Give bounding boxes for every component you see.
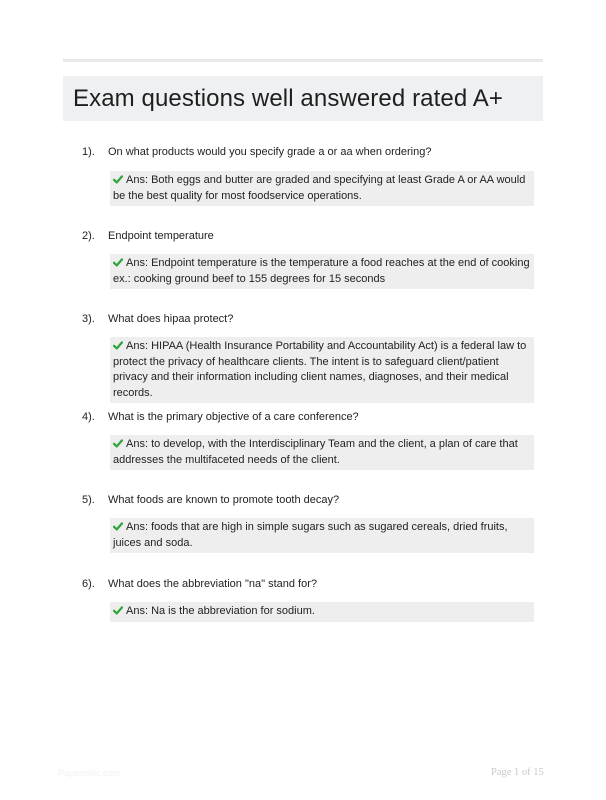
answer-text: Ans: foods that are high in simple sugars such as sugared cereals, dried fruits, juices and soda. bbox=[113, 521, 508, 549]
checkmark-icon bbox=[113, 341, 123, 350]
question-text: What does hipaa protect? bbox=[108, 313, 234, 325]
answer-box bbox=[110, 171, 534, 206]
question-number: 2). bbox=[82, 230, 95, 242]
answer-text: Ans: to develop, with the Interdisciplinary Team and the client, a plan of care that addresses the multifaceted needs of the client. bbox=[113, 438, 518, 466]
answer-text: Ans: Endpoint temperature is the temperature a food reaches at the end of cooking ex.: cooking ground beef to 155 degrees for 15 seconds bbox=[113, 257, 530, 285]
checkmark-icon bbox=[113, 258, 123, 267]
checkmark-icon bbox=[113, 522, 123, 531]
page-indicator: Page 1 of 15 bbox=[491, 767, 544, 778]
document-title: Exam questions well answered rated A+ bbox=[73, 84, 503, 112]
answer-box bbox=[110, 518, 534, 553]
top-rule bbox=[63, 59, 543, 62]
question-number: 3). bbox=[82, 313, 95, 325]
answer-text: Ans: Na is the abbreviation for sodium. bbox=[126, 605, 315, 617]
answer-box bbox=[110, 337, 534, 403]
answer-text: Ans: HIPAA (Health Insurance Portability and Accountability Act) is a federal law to protect the privacy of healthcare clients. The intent is to safeguard client/patient privacy and their information including client names, diagnoses, and their medical records. bbox=[113, 340, 527, 399]
question-text: What foods are known to promote tooth decay? bbox=[108, 494, 340, 506]
answer-text: Ans: Both eggs and butter are graded and specifying at least Grade A or AA would be the best quality for most foodservice operations. bbox=[113, 174, 526, 202]
checkmark-icon bbox=[113, 439, 123, 448]
answer-box bbox=[110, 602, 534, 622]
question-text: Endpoint temperature bbox=[108, 230, 214, 242]
checkmark-icon bbox=[113, 175, 123, 184]
answer-box bbox=[110, 254, 534, 289]
question-number: 1). bbox=[82, 146, 95, 158]
question-number: 4). bbox=[82, 411, 95, 423]
checkmark-icon bbox=[113, 606, 123, 615]
question-number: 5). bbox=[82, 494, 95, 506]
question-text: On what products would you specify grade a or aa when ordering? bbox=[108, 146, 432, 158]
footer-watermark: Paperbibic.com bbox=[58, 768, 121, 778]
title-banner bbox=[63, 76, 543, 121]
question-number: 6). bbox=[82, 578, 95, 590]
answer-box bbox=[110, 435, 534, 470]
question-text: What is the primary objective of a care conference? bbox=[108, 411, 359, 423]
question-text: What does the abbreviation "na" stand for? bbox=[108, 578, 317, 590]
